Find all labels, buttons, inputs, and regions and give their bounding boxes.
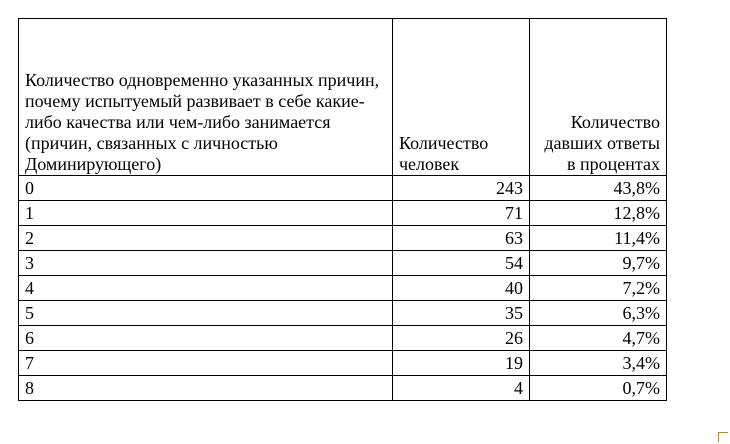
cell-people: 26	[393, 326, 530, 351]
cell-percent: 12,8%	[530, 201, 667, 226]
cell-people: 71	[393, 201, 530, 226]
cell-people: 4	[393, 376, 530, 401]
cell-percent: 6,3%	[530, 301, 667, 326]
cell-reasons: 0	[19, 176, 393, 201]
statistics-table	[18, 18, 667, 401]
table-row	[19, 251, 667, 276]
cell-reasons: 6	[19, 326, 393, 351]
cell-percent: 3,4%	[530, 351, 667, 376]
cell-percent: 4,7%	[530, 326, 667, 351]
cell-reasons: 4	[19, 276, 393, 301]
cell-reasons: 5	[19, 301, 393, 326]
table-row	[19, 276, 667, 301]
table-row	[19, 201, 667, 226]
cell-reasons: 1	[19, 201, 393, 226]
table-row	[19, 301, 667, 326]
cell-people: 54	[393, 251, 530, 276]
header-reasons-count: Количество одновременно указанных причин, почему испытуемый развивает в себе какие-либо качества или чем-либо занимается (причин, связанных с личностью Доминирующего)	[19, 19, 393, 176]
cell-people: 63	[393, 226, 530, 251]
table-row	[19, 351, 667, 376]
cell-percent: 11,4%	[530, 226, 667, 251]
cell-people: 243	[393, 176, 530, 201]
header-people-count: Количество человек	[393, 19, 530, 176]
table-header-row	[19, 19, 667, 176]
cell-people: 40	[393, 276, 530, 301]
cell-reasons: 2	[19, 226, 393, 251]
cell-percent: 0,7%	[530, 376, 667, 401]
cell-reasons: 8	[19, 376, 393, 401]
page-corner-icon	[718, 432, 728, 442]
cell-percent: 43,8%	[530, 176, 667, 201]
header-percent: Количество давших ответы в процентах	[530, 19, 667, 176]
cell-people: 35	[393, 301, 530, 326]
table-row	[19, 376, 667, 401]
table-row	[19, 226, 667, 251]
cell-percent: 7,2%	[530, 276, 667, 301]
table-row	[19, 326, 667, 351]
cell-percent: 9,7%	[530, 251, 667, 276]
table-row	[19, 176, 667, 201]
cell-reasons: 3	[19, 251, 393, 276]
cell-reasons: 7	[19, 351, 393, 376]
cell-people: 19	[393, 351, 530, 376]
